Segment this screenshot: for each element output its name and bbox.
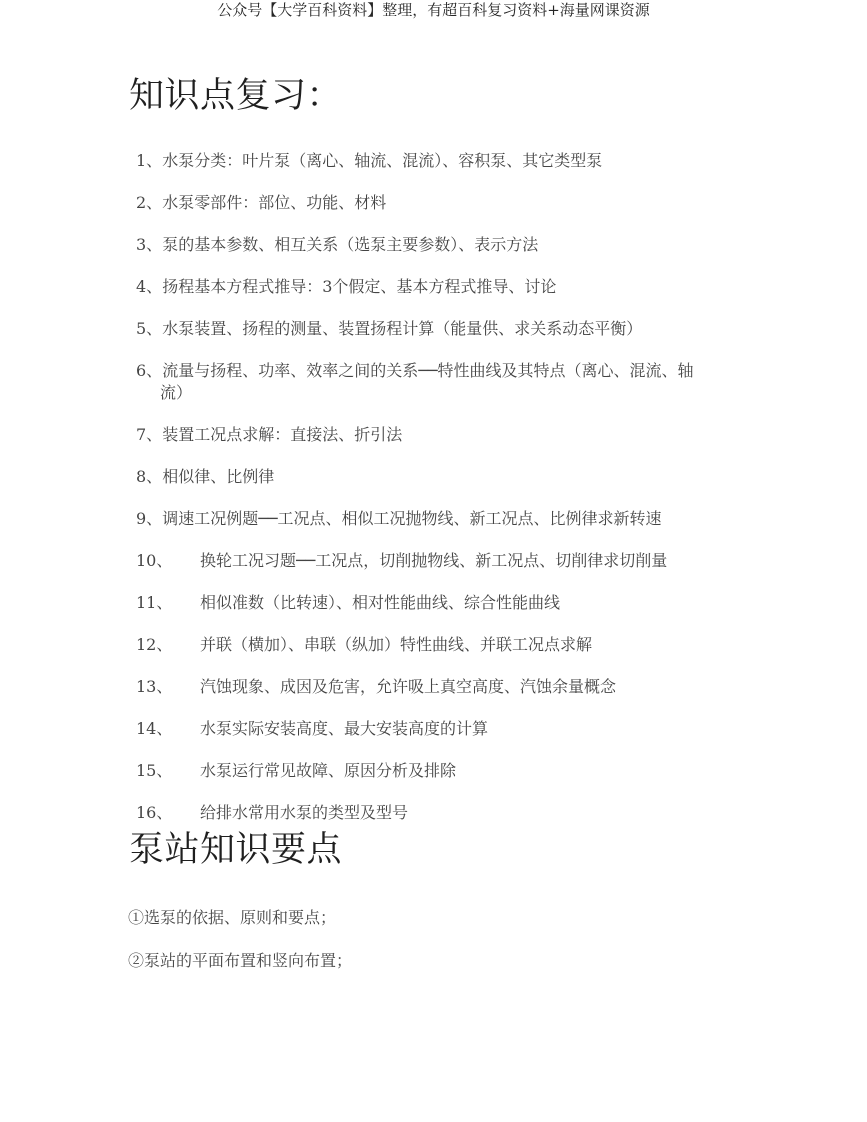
list-item [136, 802, 756, 824]
list-item-number: 3、 [136, 235, 163, 254]
list-item [136, 634, 756, 656]
list-item [136, 760, 756, 782]
list-item-number: 11、 [136, 593, 173, 612]
list-item-number: 14、 [136, 719, 173, 738]
list-item-number: 4、 [136, 277, 163, 296]
list-item-number: 9、 [136, 509, 163, 528]
list-item-text: 水泵分类：叶片泵（离心、轴流、混流）、容积泵、其它类型泵 [162, 151, 603, 170]
list-item-text: 汽蚀现象、成因及危害，允许吸上真空高度、汽蚀余量概念 [200, 677, 617, 696]
list-item-text: 扬程基本方程式推导：3个假定、基本方程式推导、讨论 [162, 277, 557, 296]
section-title-review: 知识点复习： [129, 76, 343, 116]
list-item [136, 424, 756, 446]
list-item-number: 5、 [136, 319, 163, 338]
list-item [136, 676, 756, 698]
list-item-number: 16、 [136, 803, 173, 822]
list-item-text: 水泵零部件：部位、功能、材料 [162, 193, 387, 212]
list-item [136, 360, 756, 404]
list-item-text: 并联（横加）、串联（纵加）特性曲线、并联工况点求解 [200, 635, 593, 654]
list-item [136, 234, 756, 256]
list-item: ①选泵的依据、原则和要点； [128, 908, 337, 927]
list-item-text: 换轮工况习题──工况点，切削抛物线、新工况点、切削律求切削量 [200, 551, 668, 570]
list-item-text: 水泵装置、扬程的测量、装置扬程计算（能量供、求关系动态平衡） [162, 319, 643, 338]
list-item-text-continued: 流） [160, 383, 193, 402]
list-item [136, 318, 756, 340]
list-item-number: 15、 [136, 761, 173, 780]
list-item-number: 8、 [136, 467, 163, 486]
list-item [136, 150, 756, 172]
list-item-number: 10、 [136, 551, 173, 570]
list-item [136, 192, 756, 214]
list-item-text: 相似律、比例律 [162, 467, 275, 486]
list-item: ②泵站的平面布置和竖向布置； [128, 951, 353, 970]
list-item [136, 508, 756, 530]
list-item [136, 550, 756, 572]
list-item [136, 592, 756, 614]
list-item-number: 7、 [136, 425, 163, 444]
list-item [136, 718, 756, 740]
list-item-text: 泵的基本参数、相互关系（选泵主要参数）、表示方法 [162, 235, 539, 254]
list-item-text: 水泵实际安装高度、最大安装高度的计算 [200, 719, 489, 738]
list-item-number: 2、 [136, 193, 163, 212]
section-title-pump-station: 泵站知识要点 [129, 830, 343, 870]
list-item-number: 13、 [136, 677, 173, 696]
list-item-text: 装置工况点求解：直接法、折引法 [162, 425, 403, 444]
list-item-text: 流量与扬程、功率、效率之间的关系──特性曲线及其特点（离心、混流、轴 [162, 361, 694, 380]
list-item-number: 12、 [136, 635, 173, 654]
list-item-text: 水泵运行常见故障、原因分析及排除 [200, 761, 457, 780]
list-item-text: 相似准数（比转速）、相对性能曲线、综合性能曲线 [200, 593, 561, 612]
list-item-text: 调速工况例题──工况点、相似工况抛物线、新工况点、比例律求新转速 [162, 509, 662, 528]
list-item-number: 6、 [136, 361, 163, 380]
list-item [136, 466, 756, 488]
header-note: 公众号【大学百科资料】整理，有超百科复习资料+海量网课资源 [217, 1, 650, 19]
list-item-number: 1、 [136, 151, 163, 170]
list-item [136, 276, 756, 298]
list-item-text: 给排水常用水泵的类型及型号 [200, 803, 409, 822]
